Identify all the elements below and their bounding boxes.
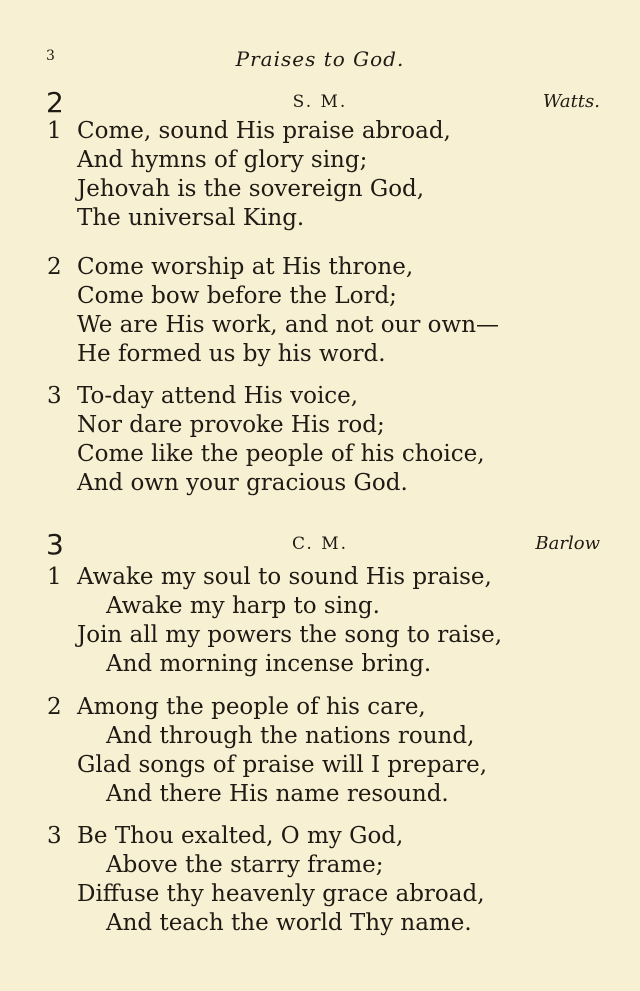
- hymn-line: Join all my powers the song to raise,: [77, 622, 503, 648]
- hymn-line: We are His work, and not our own—: [77, 312, 500, 338]
- hymn-line: Diffuse thy heavenly grace abroad,: [77, 881, 485, 907]
- hymn-line: And own your gracious God.: [77, 470, 408, 496]
- verse-number: 2: [47, 694, 62, 720]
- hymn-header: [0, 86, 640, 119]
- hymn-line: He formed us by his word.: [77, 341, 386, 367]
- hymn-line: Be Thou exalted, O my God,: [77, 823, 404, 849]
- verse-number: 1: [47, 564, 62, 590]
- hymn-line: Come worship at His throne,: [77, 254, 414, 280]
- hymn-line: And hymns of glory sing;: [77, 147, 368, 173]
- hymn-meter: S. M.: [292, 92, 348, 112]
- hymn-line: The universal King.: [77, 205, 305, 231]
- verse-number: 2: [47, 254, 62, 280]
- running-title: Praises to God.: [235, 47, 405, 71]
- hymn-line: And there His name resound.: [106, 781, 449, 807]
- hymn-line: Above the starry frame;: [106, 852, 384, 878]
- hymn-number: 3: [46, 528, 64, 561]
- hymn-line: And morning incense bring.: [106, 651, 432, 677]
- hymn-line: Nor dare provoke His rod;: [77, 412, 385, 438]
- hymn-line: Awake my soul to sound His praise,: [77, 564, 492, 590]
- page-number: 3: [46, 48, 55, 64]
- hymn-number: 2: [46, 86, 64, 119]
- hymn-composer: Watts.: [542, 91, 600, 112]
- hymn-line: Awake my harp to sing.: [106, 593, 380, 619]
- hymn-line: To-day attend His voice,: [77, 383, 359, 409]
- hymn-composer: Barlow: [535, 533, 600, 554]
- hymn-line: Come, sound His praise abroad,: [77, 118, 451, 144]
- verse-number: 3: [47, 823, 62, 849]
- hymn-line: Among the people of his care,: [77, 694, 426, 720]
- verse-number: 3: [47, 383, 62, 409]
- hymn-line: Come like the people of his choice,: [77, 441, 485, 467]
- hymn-header: [0, 528, 640, 561]
- hymn-line: Glad songs of praise will I prepare,: [77, 752, 488, 778]
- hymn-line: And teach the world Thy name.: [106, 910, 472, 936]
- hymn-line: Come bow before the Lord;: [77, 283, 397, 309]
- hymn-line: And through the nations round,: [106, 723, 475, 749]
- verse-number: 1: [47, 118, 62, 144]
- hymn-line: Jehovah is the sovereign God,: [77, 176, 425, 202]
- hymn-meter: C. M.: [291, 534, 349, 554]
